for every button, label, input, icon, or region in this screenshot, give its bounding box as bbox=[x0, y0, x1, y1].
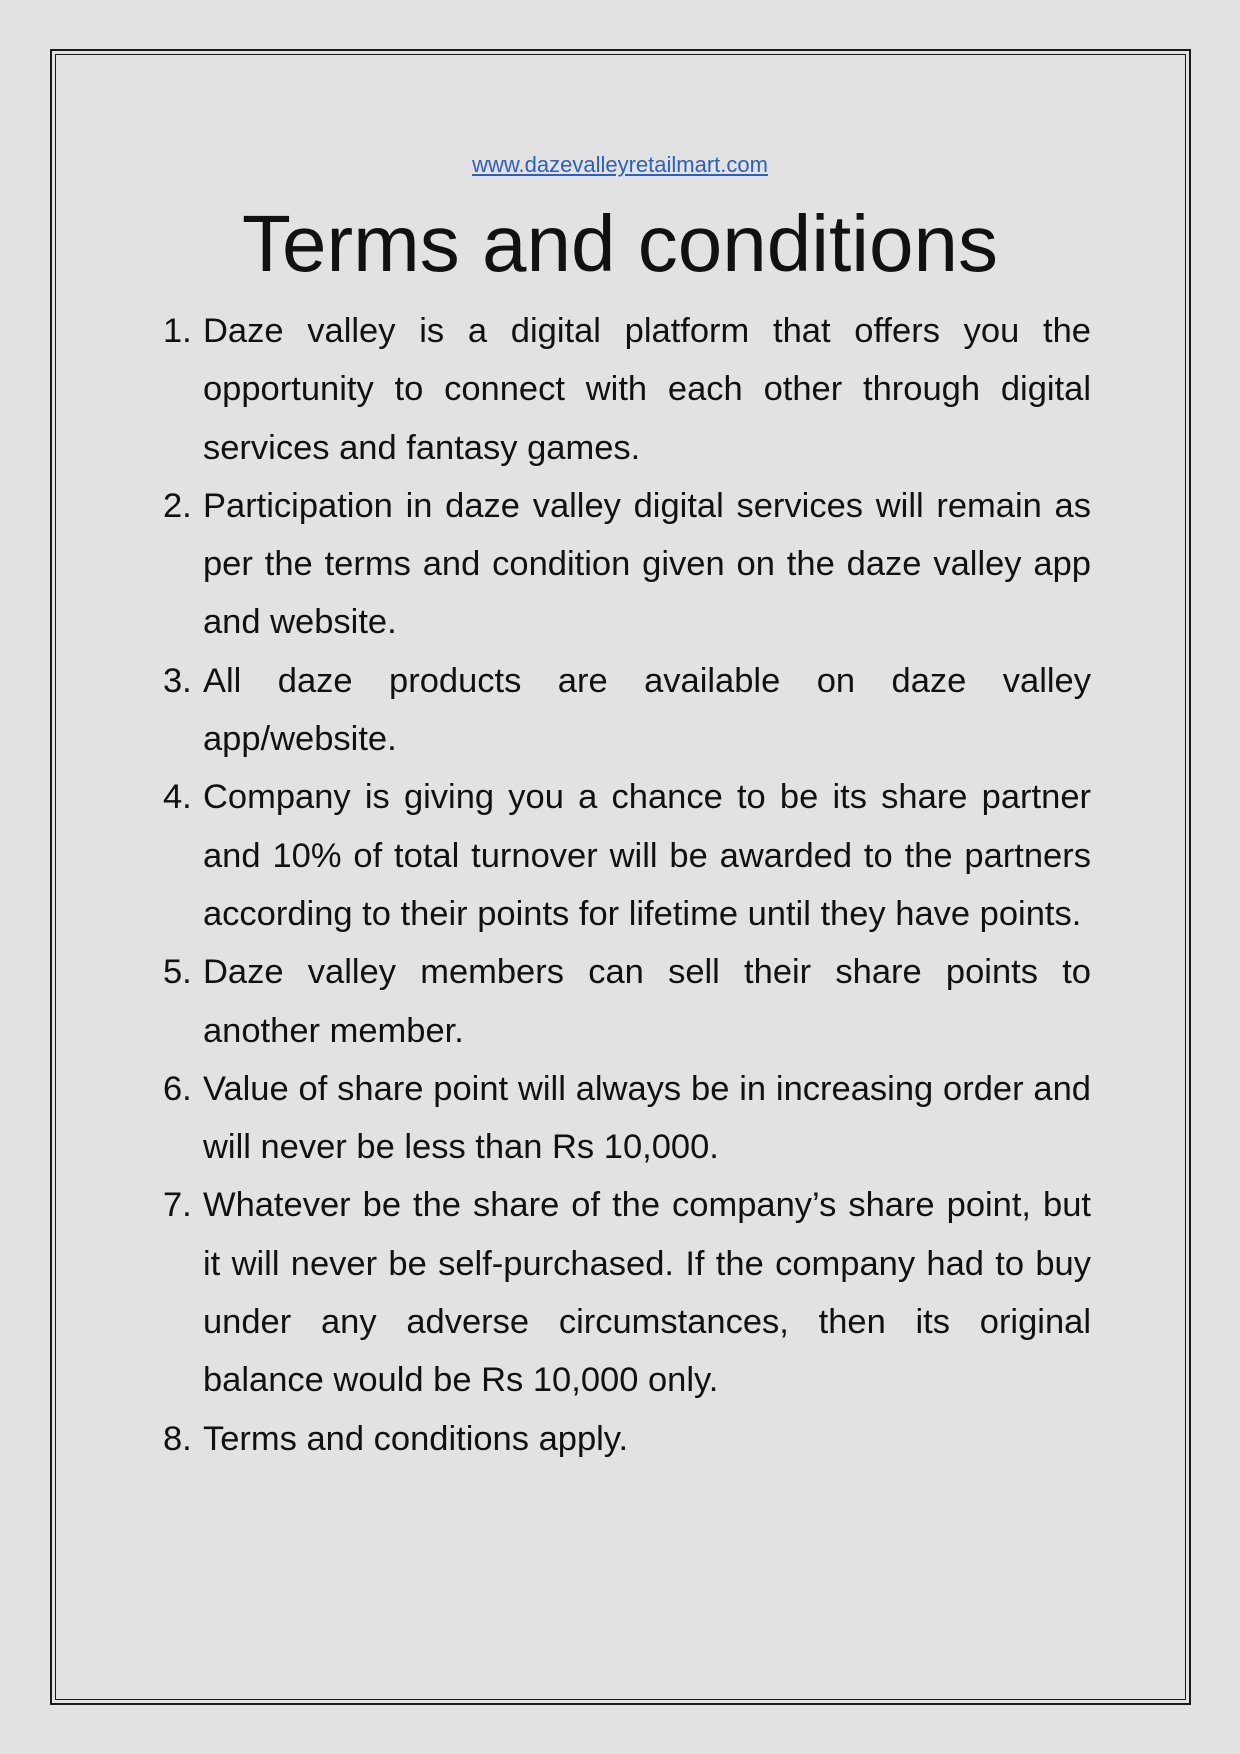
term-item-4 bbox=[163, 768, 1091, 943]
term-text: Company is giving you a chance to be its share partner and 10% of total turnover will be awarded to the partners according to their points for lifetime until they have points. bbox=[203, 778, 1091, 933]
term-text: Whatever be the share of the company’s share point, but it will never be self-purchased. If the company had to buy under any adverse circumstances, then its original balance would be Rs 10,000 only. bbox=[203, 1186, 1091, 1400]
term-number: 5. bbox=[163, 953, 192, 992]
term-number: 4. bbox=[163, 778, 192, 817]
term-number: 8. bbox=[163, 1419, 192, 1458]
term-item-6 bbox=[163, 1060, 1091, 1177]
term-number: 6. bbox=[163, 1069, 192, 1108]
term-item-5 bbox=[163, 943, 1091, 1060]
term-number: 7. bbox=[163, 1186, 192, 1225]
term-item-1 bbox=[163, 302, 1091, 477]
term-item-8 bbox=[163, 1410, 1091, 1468]
term-text: Daze valley is a digital platform that offers you the opportunity to connect with each other through digital services and fantasy games. bbox=[203, 312, 1091, 467]
term-number: 3. bbox=[163, 661, 192, 700]
term-number: 1. bbox=[163, 312, 192, 350]
term-number: 2. bbox=[163, 486, 192, 525]
term-text: All daze products are available on daze valley app/website. bbox=[203, 661, 1091, 759]
term-text: Value of share point will always be in increasing order and will never be less than Rs 10,000. bbox=[203, 1069, 1091, 1167]
term-item-2 bbox=[163, 477, 1091, 652]
terms-list bbox=[163, 302, 1091, 1468]
term-item-3 bbox=[163, 652, 1091, 769]
website-link[interactable]: www.dazevalleyretailmart.com bbox=[472, 152, 768, 177]
term-text: Terms and conditions apply. bbox=[203, 1419, 629, 1458]
page-title: Terms and conditions bbox=[242, 199, 998, 288]
term-text: Daze valley members can sell their share points to another member. bbox=[203, 953, 1091, 1050]
term-text: Participation in daze valley digital services will remain as per the terms and condition given on the daze valley app and website. bbox=[203, 486, 1091, 642]
term-item-7 bbox=[163, 1176, 1091, 1409]
